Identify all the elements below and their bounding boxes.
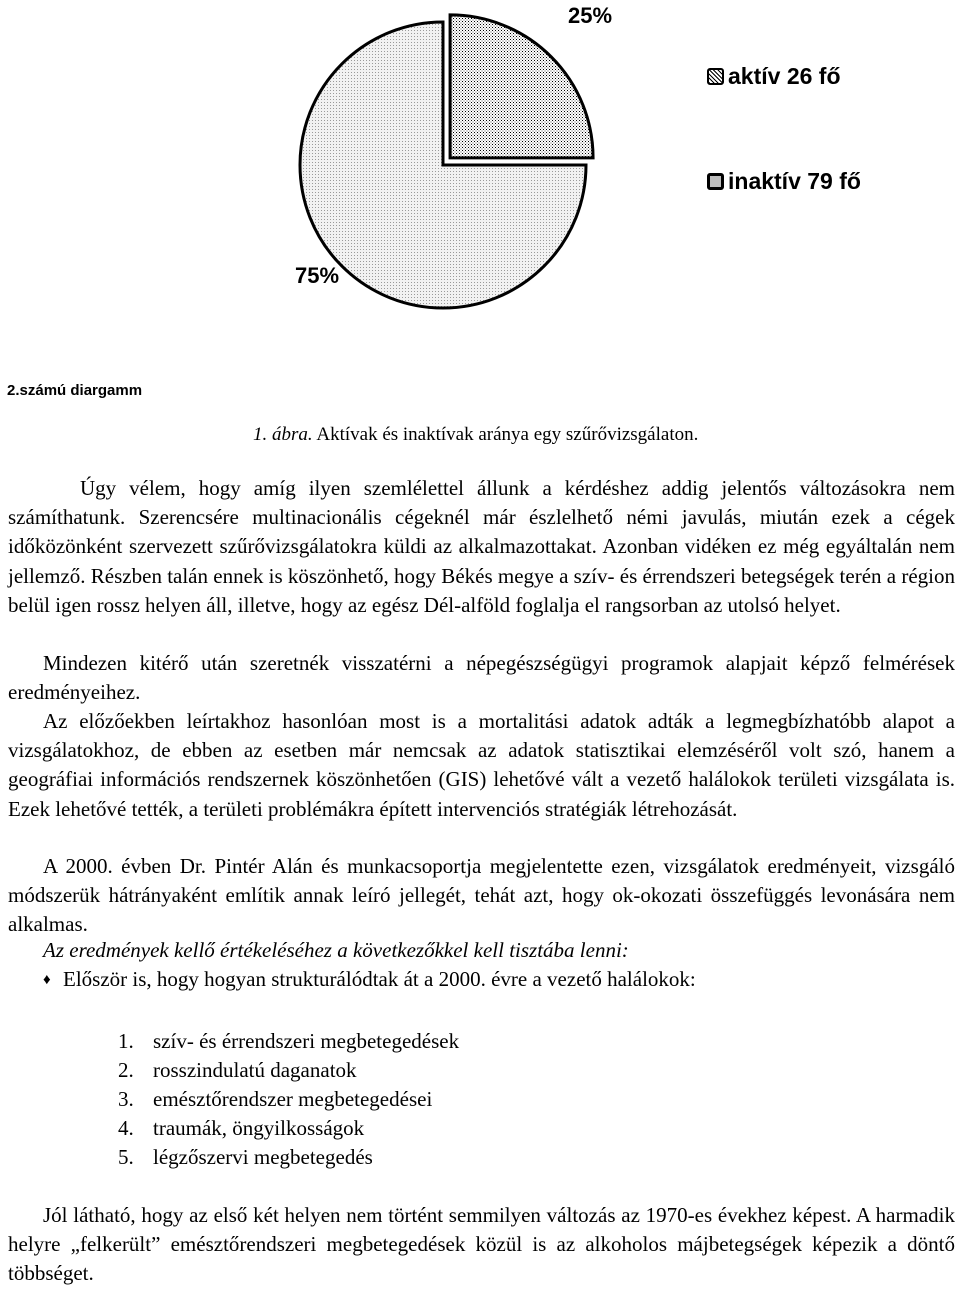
list-item-number: 5. xyxy=(118,1145,134,1169)
list-item-text: szív- és érrendszeri megbetegedések xyxy=(153,1029,460,1053)
legend-swatch-active xyxy=(707,68,724,85)
paragraph-1: Úgy vélem, hogy amíg ilyen szemlélettel állunk a kérdéshez addig jelentős változásokra nem számíthatunk. Szerencsére multinacionális cégeknél már észlelhető némi javulás, miután ezek a cégek időközönként szervezett szűrővizsgálatokra küldi az alkalmazottakat. Azonban vidéken ez még egyáltalán nem jellemző. Részben talán ennek is köszönhető, hogy Békés megye a szív- és érrendszeri betegségek terén a région belül igen rossz helyen áll, illetve, hogy az egész Dél-alföld foglalja el rangsorban az utolsó helyet. xyxy=(8,476,955,617)
legend-item-inactive xyxy=(707,168,861,195)
pie-slice-label-active: 25% xyxy=(568,3,613,28)
list-item xyxy=(118,1027,459,1056)
list-item xyxy=(118,1114,459,1143)
legend-label-active: aktív 26 fő xyxy=(728,63,841,89)
list-item-text: traumák, öngyilkosságok xyxy=(153,1116,365,1140)
diagram-label: 2.számú diargamm xyxy=(7,382,143,399)
list-item xyxy=(118,1056,459,1085)
paragraph-4: A 2000. évben Dr. Pintér Alán és munkacsoportja megjelentette ezen, vizsgálatok eredményeit, vizsgáló módszerük hátrányaként említik annak leíró jellegét, tehát azt, hogy ok-okozati összefüggés levonására nem alkalmas. xyxy=(8,854,955,937)
paragraph-3: Az előzőekben leírtakhoz hasonlóan most is a mortalitási adatok adták a legmegbízhatóbb alapot a vizsgálatokhoz, de ebben az esetben már nemcsak az adatok statisztikai elemzéséről volt szó, hanem a geográfiai információs rendszernek köszönhetően (GIS) lehetővé vált a vezető halálokok területi vizsgálata is. Ezek lehetővé tették, a területi problémákra épített intervenciós stratégiák létrehozását. xyxy=(8,709,955,821)
list-item-number: 2. xyxy=(118,1058,134,1082)
leading-causes-list xyxy=(118,1027,459,1172)
list-item-number: 1. xyxy=(118,1029,134,1053)
bullet-text: Először is, hogy hogyan strukturálódtak át a 2000. évre a vezető halálokok: xyxy=(63,967,696,991)
legend-label-inactive: inaktív 79 fő xyxy=(728,168,861,194)
pie-chart-figure xyxy=(0,0,960,340)
italic-intro-line: Az eredmények kellő értékeléséhez a következőkkel kell tisztába lenni: xyxy=(43,938,629,962)
pie-slice-label-inactive: 75% xyxy=(295,263,340,288)
caption-text: Aktívak és inaktívak aránya egy szűrővizsgálaton. xyxy=(312,424,699,445)
figure-caption xyxy=(253,424,698,446)
list-item xyxy=(118,1085,459,1114)
diamond-bullet-icon: ♦ xyxy=(43,972,51,988)
legend-item-active xyxy=(707,63,841,90)
bullet-item xyxy=(43,967,696,992)
pie-slice-active xyxy=(450,15,593,158)
paragraph-2: Mindezen kitérő után szeretnék visszatérni a népegészségügyi programok alapjait képző felmérések eredményeihez. xyxy=(8,651,955,705)
legend-swatch-inactive xyxy=(707,173,724,190)
list-item-number: 3. xyxy=(118,1087,134,1111)
closing-paragraph: Jól látható, hogy az első két helyen nem történt semmilyen változás az 1970-es évekhez képest. A harmadik helyre „felkerült” emésztőrendszeri megbetegedések közül is az alkoholos májbetegségek képezik a döntő többséget. xyxy=(8,1203,955,1286)
list-item xyxy=(118,1143,459,1172)
list-item-text: emésztőrendszer megbetegedései xyxy=(153,1087,433,1111)
caption-number: 1. ábra. xyxy=(253,424,313,445)
list-item-text: rosszindulatú daganatok xyxy=(153,1058,357,1082)
list-item-text: légzőszervi megbetegedés xyxy=(153,1145,373,1169)
list-item-number: 4. xyxy=(118,1116,134,1140)
